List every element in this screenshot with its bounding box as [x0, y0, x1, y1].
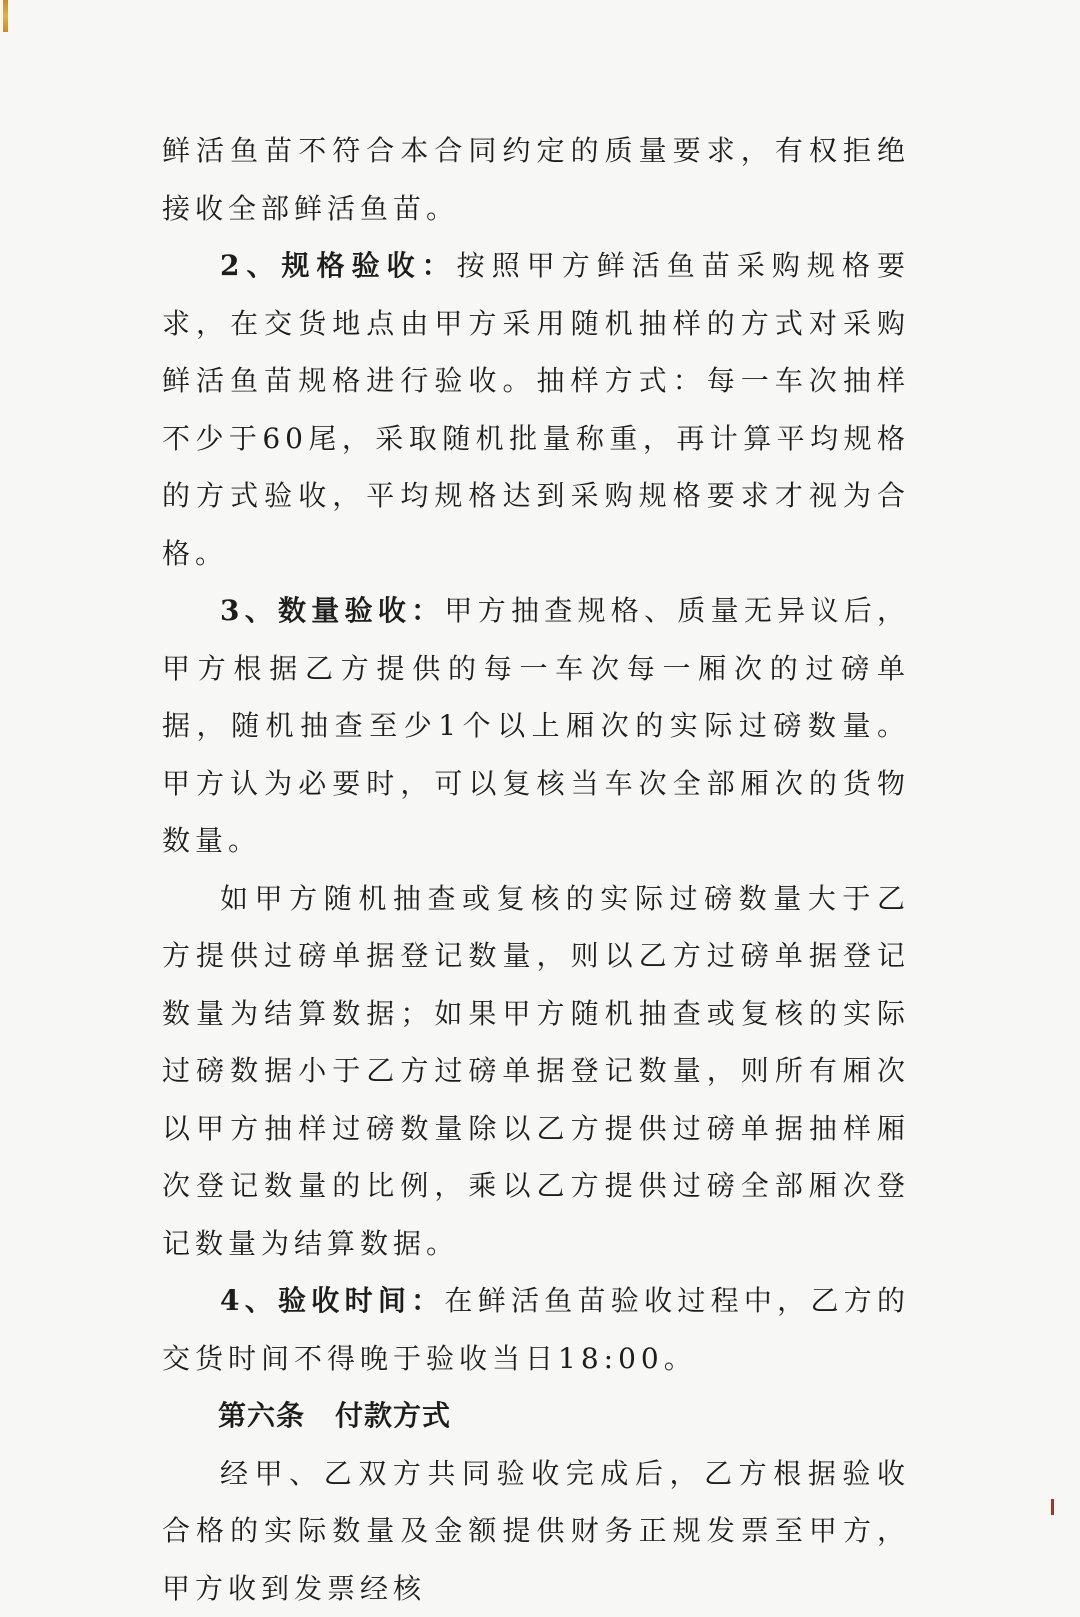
- clause-lead: 2、规格验收：: [220, 249, 457, 282]
- scan-corner-mark: [1051, 1499, 1054, 1515]
- section-number: 第六条: [218, 1399, 305, 1432]
- paragraph-text: 在鲜活鱼苗验收过程中，乙方的交货时间不得晚于验收当日18:00。: [162, 1284, 910, 1375]
- paragraph-payment: [162, 1445, 910, 1617]
- paragraph-text: 甲方抽查规格、质量无异议后，甲方根据乙方提供的每一车次每一厢次的过磅单据，随机抽查至少1个以上厢次的实际过磅数量。甲方认为必要时，可以复核当车次全部厢次的货物数量。: [162, 594, 910, 857]
- clause-lead: 3、数量验收：: [220, 594, 444, 627]
- paragraph-text: 鲜活鱼苗不符合本合同约定的质量要求，有权拒绝接收全部鲜活鱼苗。: [162, 134, 910, 225]
- paragraph-quantity-acceptance: [162, 582, 910, 870]
- paragraph-acceptance-time: [162, 1272, 910, 1387]
- section-heading: [162, 1387, 910, 1445]
- clause-lead: 4、验收时间：: [220, 1284, 444, 1317]
- paragraph-text: 经甲、乙双方共同验收完成后，乙方根据验收合格的实际数量及金额提供财务正规发票至甲方，甲方收到发票经核: [162, 1457, 910, 1605]
- paragraph-text: 如甲方随机抽查或复核的实际过磅数量大于乙方提供过磅单据登记数量，则以乙方过磅单据登记数量为结算数据；如果甲方随机抽查或复核的实际过磅数据小于乙方过磅单据登记数量，则所有厢次以甲方抽样过磅数量除以乙方提供过磅单据抽样厢次登记数量的比例，乘以乙方提供过磅全部厢次登记数量为结算数据。: [162, 882, 910, 1260]
- paragraph-settlement-rule: [162, 870, 910, 1273]
- scan-edge-mark: [3, 0, 8, 32]
- paragraph-quality-continuation: [162, 122, 910, 237]
- document-page: [162, 122, 910, 1617]
- paragraph-spec-acceptance: [162, 237, 910, 582]
- paragraph-text: 按照甲方鲜活鱼苗采购规格要求，在交货地点由甲方采用随机抽样的方式对采购鲜活鱼苗规格进行验收。抽样方式：每一车次抽样不少于60尾，采取随机批量称重，再计算平均规格的方式验收，平均规格达到采购规格要求才视为合格。: [162, 249, 910, 570]
- section-title: 付款方式: [335, 1399, 451, 1432]
